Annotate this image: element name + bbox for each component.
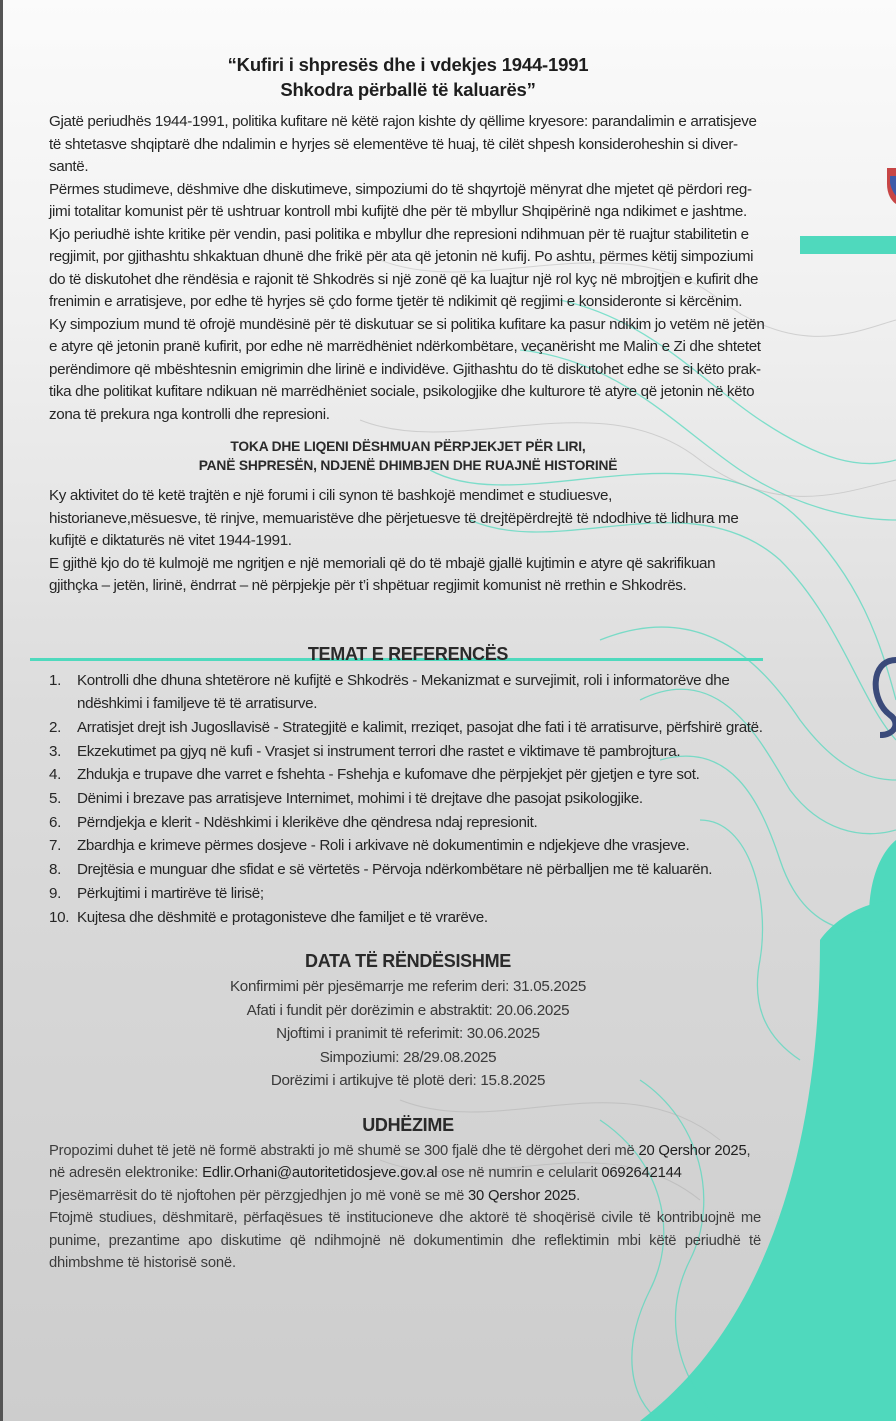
guideline-text: ose në numrin e celularit: [437, 1165, 602, 1182]
list-item: [49, 882, 767, 906]
list-item: [49, 811, 767, 835]
date-item: Afati i fundit për dorëzimin e abstraktit: 20.06.2025: [246, 1001, 570, 1019]
item-number: 2.: [49, 718, 61, 736]
document-title: [49, 52, 767, 102]
item-text: Zhdukja e trupave dhe varret e fshehta - Fshehja e kufomave dhe përpjekjet për gjetjen e tyre sot.: [77, 766, 700, 784]
topics-list: [49, 669, 767, 930]
item-text: Ekzekutimet pa gjyq në kufi - Vrasjet si instrument terrori dhe rastet e viktimave të pambrojtura.: [77, 742, 681, 760]
intro-paragraph: Ky simpozium mund të ofrojë mundësinë për të diskutuar se si politika kufitare ka pasur ndikim jo vetëm në jetën e atyre që jetonin pranë kufirit, por edhe në marrëdhëniet ndërkombëtare, veçanërisht me Malin e Zi dhe shtetet perëndimore që mbështesnin emigrimin dhe lirinë e individëve. Gjithashtu do të diskutohet edhe se si këto prak-tika dhe politikat kufitare ndikuan në marrëdhëniet sociale, psikologjike dhe kulturore të atyre që jetonin në këto zona të prekura nga kontrolli dhe represioni.: [49, 315, 765, 423]
teal-band: [800, 236, 896, 254]
topics-heading: TEMAT E REFERENCËS: [307, 643, 509, 664]
date-item: Njoftimi i pranimit të referimit: 30.06.2025: [276, 1025, 540, 1043]
list-item: [49, 834, 767, 858]
subheading-line-2: PANË SHPRESËN, NDJENË DHIMBJEN DHE RUAJNË HISTORINË: [198, 458, 618, 473]
item-number: 4.: [49, 766, 61, 784]
item-number: 5.: [49, 790, 61, 808]
guideline-text: ,: [746, 1142, 751, 1159]
item-number: 8.: [49, 861, 61, 879]
deadline-date: 20 Qershor 2025: [638, 1142, 747, 1159]
item-number: 10.: [49, 908, 70, 926]
document-body: [49, 52, 767, 1275]
intro-section: [49, 111, 767, 426]
title-line-1: “Kufiri i shpresës dhe i vdekjes 1944-1991: [227, 54, 589, 75]
item-number: 6.: [49, 813, 61, 831]
dates-list: [49, 975, 767, 1093]
guideline-line: [49, 1162, 761, 1185]
guideline-text: .: [576, 1187, 581, 1204]
activity-section: [49, 485, 767, 598]
item-number: 9.: [49, 884, 61, 902]
intro-paragraph: Gjatë periudhës 1944-1991, politika kufitare në këtë rajon kishte dy qëllime kryesore: parandalimin e arratisjeve të shtetasve shqiptarë dhe ndalimin e hyrjes së elementëve të huaj, të cilët shpesh konsideroheshin si diver-santë.: [49, 113, 757, 175]
item-number: 7.: [49, 837, 61, 855]
date-item: Dorëzimi i artikujve të plotë deri: 15.8.2025: [270, 1072, 546, 1090]
item-text: Dënimi i brezave pas arratisjeve Internimet, mohimi i të drejtave dhe pasojat psikologjike.: [77, 790, 643, 808]
guideline-paragraph: Ftojmë studiues, dëshmitarë, përfaqësues të institucioneve dhe aktorë të shoqërisë civile të kontribuojnë me punime, prezantime apo diskutime që ndihmojnë në dokumentimin dhe reflektimin mbi këtë periudhë të dhimbshme të historisë sonë.: [49, 1210, 761, 1272]
item-text: Përkujtimi i martirëve të lirisë;: [77, 884, 264, 902]
guideline-text: Pjesëmarrësit do të njoftohen për përzgjedhjen jo më vonë se më: [49, 1187, 469, 1204]
notification-date: 30 Qershor 2025: [468, 1187, 577, 1204]
list-item: [49, 763, 767, 787]
list-item: [49, 740, 767, 764]
list-item: [49, 716, 767, 740]
date-item: Konfirmimi për pjesëmarrje me referim deri: 31.05.2025: [229, 978, 587, 996]
list-item: [49, 906, 767, 930]
date-item: Simpoziumi: 28/29.08.2025: [319, 1048, 497, 1066]
item-text: Arratisjet drejt ish Jugosllavisë - Strategjitë e kalimit, rreziqet, pasojat dhe fati i të arratisurve, përfshirë gratë.: [77, 718, 763, 736]
item-text: Kontrolli dhe dhuna shtetërore në kufijtë e Shkodrës - Mekanizmat e survejimit, roli i informatorëve dhe ndëshkimi i familjeve të të arratisurve.: [77, 671, 730, 713]
item-text: Përndjekja e klerit - Ndëshkimi i klerikëve dhe qëndresa ndaj represionit.: [77, 813, 538, 831]
item-text: Zbardhja e krimeve përmes dosjeve - Roli i arkivave në dokumentimin e ndjekjeve dhe vrasjeve.: [77, 837, 690, 855]
guidelines-body: [49, 1140, 761, 1275]
guideline-text: në adresën elektronike:: [49, 1165, 203, 1182]
activity-paragraph: Ky aktivitet do të ketë trajtën e një forumi i cili synon të bashkojë mendimet e studiuesve, historianeve,mësuesve, të rinjve, memuaristëve dhe përjetuesve të drejtëpërdrejtë të ndodhive të lidhura me kufijtë e diktaturës në vitet 1944-1991.: [49, 487, 739, 549]
subheading-line-1: TOKA DHE LIQENI DËSHMUAN PËRPJEKJET PËR LIRI,: [230, 439, 586, 454]
guideline-text: Propozimi duhet të jetë në formë abstrakti jo më shumë se 300 fjalë dhe të dërgohet deri më: [49, 1142, 639, 1159]
item-number: 1.: [49, 671, 61, 689]
dates-heading: DATA TË RËNDËSISHME: [305, 951, 511, 972]
list-item: [49, 787, 767, 811]
list-item: [49, 858, 767, 882]
email-link[interactable]: Edlir.Orhani@autoritetidosjeve.gov.al: [202, 1165, 438, 1182]
phone-number[interactable]: 0692642144: [601, 1165, 682, 1182]
title-line-2: Shkodra përballë të kaluarës”: [280, 79, 536, 100]
guideline-line: [49, 1140, 761, 1163]
intro-paragraph: Përmes studimeve, dëshmive dhe diskutimeve, simpoziumi do të shqyrtojë mënyrat dhe mjetet që përdori reg-jimi totalitar komunist për të ushtruar kontroll mbi kufijtë dhe për të mbyllur Shqipërinë nga ndikimet e jashtme. Kjo periudhë ishte kritike për vendin, pasi politika e mbyllur dhe represioni ndihmuan për të ruajtur stabilitetin e regjimit, por gjithashtu shkaktuan dhunë dhe frikë për ata që jetonin në kufij. Po ashtu, përmes këtij simpoziumi do të diskutohet dhe rëndësia e rajonit të Shkodrës si një zonë që ka luajtur një rol kyç në mbrojtjen e kufirit dhe frenimin e arratisjeve, por edhe të hyrjes së çdo forme tjetër të ndikimit që regjimi e konsideronte si kërcënim.: [49, 180, 759, 310]
guideline-line: [49, 1185, 761, 1208]
guidelines-heading: UDHËZIME: [362, 1114, 454, 1135]
item-number: 3.: [49, 742, 61, 760]
item-text: Drejtësia e munguar dhe sfidat e së vërtetës - Përvoja ndërkombëtare në përballjen me të kaluarën.: [77, 861, 713, 879]
subheading: [49, 437, 767, 475]
list-item: [49, 669, 767, 716]
item-text: Kujtesa dhe dëshmitë e protagonisteve dhe familjet e të vrarëve.: [77, 908, 488, 926]
activity-paragraph: E gjithë kjo do të kulmojë me ngritjen e një memoriali që do të mbajë gjallë kujtimin e atyre që sakrifikuan gjithçka – jetën, lirinë, ëndrrat – në përpjekje për t’i shpëtuar regjimit komunist në rrethin e Shkodrës.: [49, 554, 716, 594]
